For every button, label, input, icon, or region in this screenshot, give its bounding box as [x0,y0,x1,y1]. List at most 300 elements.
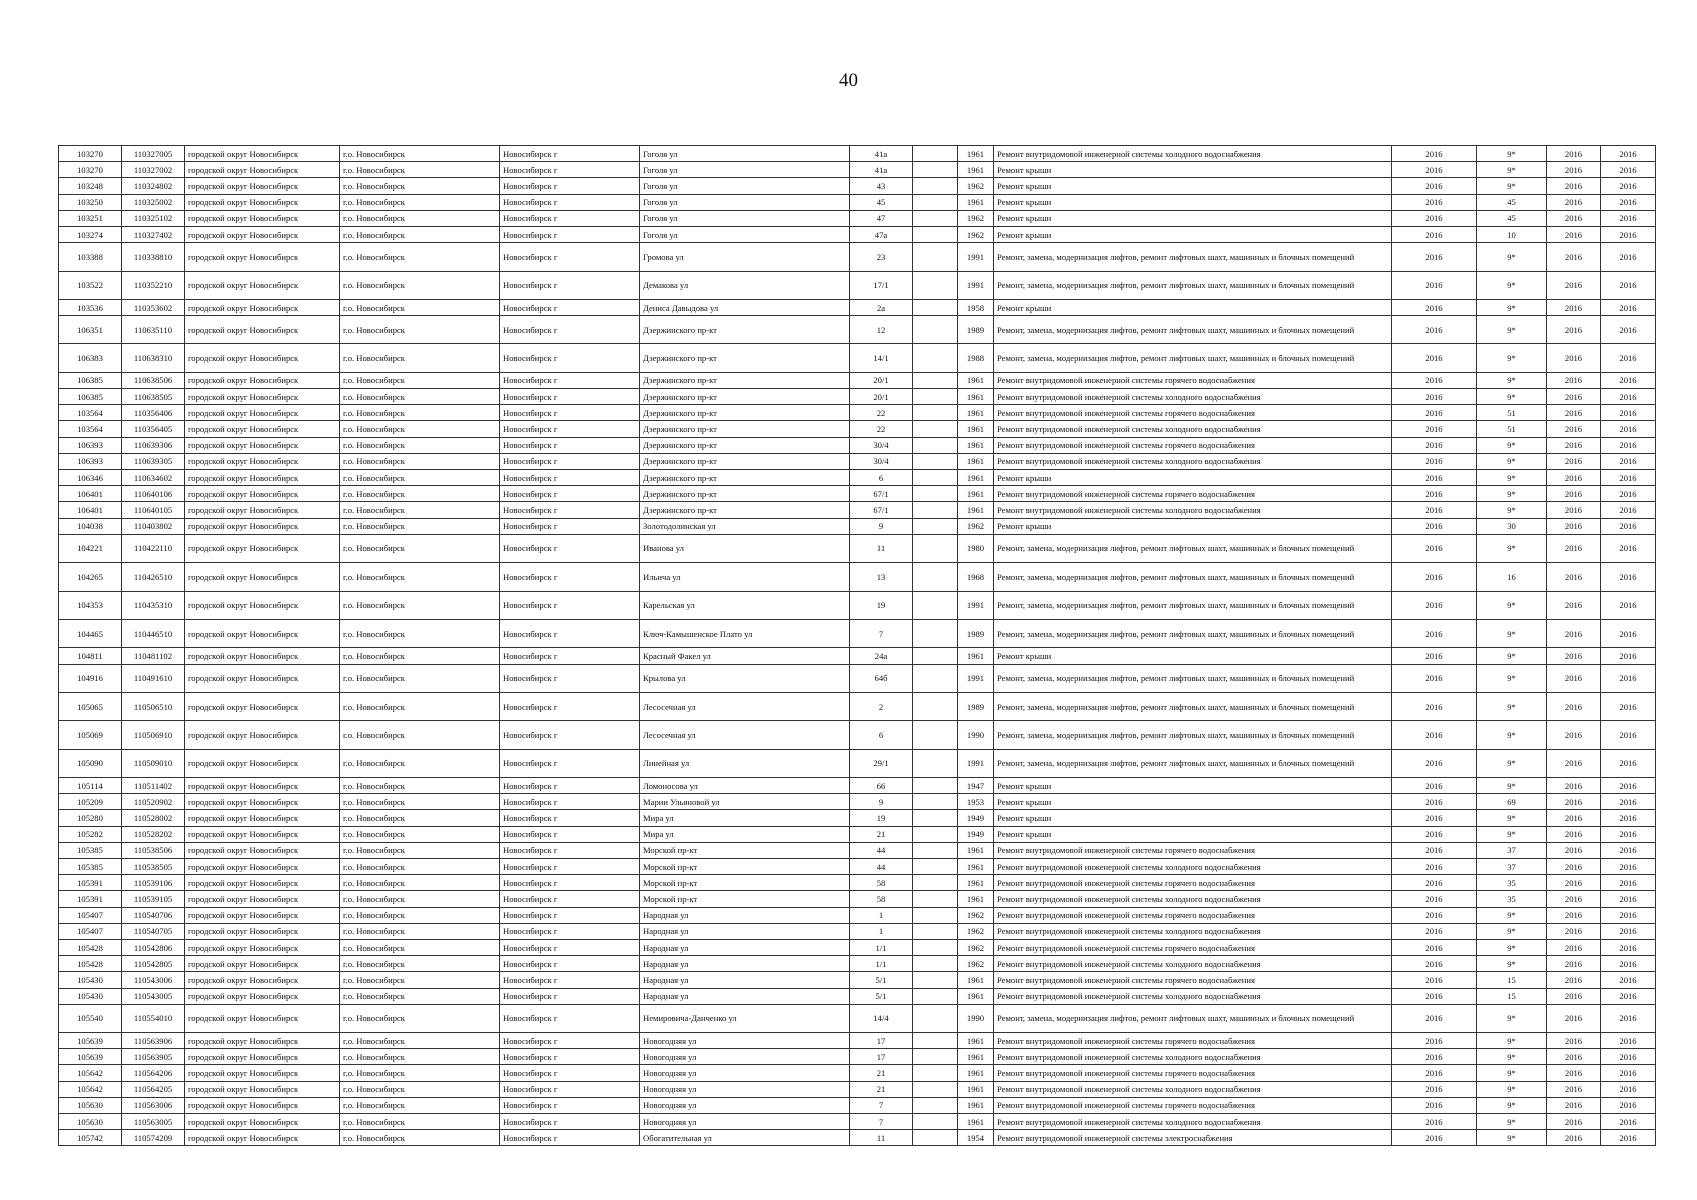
building-cell [913,534,958,562]
plan-year-cell: 2016 [1392,826,1477,842]
year-built-cell: 1958 [958,299,994,315]
work-type-cell: Ремонт, замена, модернизация лифтов, ремонт лифтовых шахт, машинных и блочных помещений [994,591,1392,619]
year-built-cell: 1962 [958,226,994,242]
building-cell [913,372,958,388]
house-id-cell: 103274 [59,226,122,242]
locality-cell: Новосибирск г [500,1114,640,1130]
building-cell [913,875,958,891]
object-code-cell: 110403802 [122,518,185,534]
municipal-district-cell: городской округ Новосибирск [185,591,340,619]
house-number-cell: 2 [850,692,913,720]
lifetime-cell: 9* [1477,178,1547,194]
end-year-cell: 2016 [1601,437,1656,453]
end-year-cell: 2016 [1601,1049,1656,1065]
building-cell [913,470,958,486]
building-cell [913,648,958,664]
object-code-cell: 110520902 [122,794,185,810]
object-code-cell: 110338810 [122,243,185,271]
street-cell: Дзержинского пр-кт [640,453,850,469]
municipality-cell: г.о. Новосибирск [340,619,500,647]
lifetime-cell: 9* [1477,344,1547,372]
object-code-cell: 110640106 [122,486,185,502]
work-type-cell: Ремонт внутридомовой инженерной системы холодного водоснабжения [994,421,1392,437]
plan-year-cell: 2016 [1392,875,1477,891]
house-number-cell: 1/1 [850,939,913,955]
end-year-cell: 2016 [1601,534,1656,562]
house-number-cell: 21 [850,1065,913,1081]
plan-year-cell: 2016 [1392,972,1477,988]
table-row [59,1065,1656,1081]
municipality-cell: г.о. Новосибирск [340,470,500,486]
table-row [59,372,1656,388]
table-row [59,534,1656,562]
lifetime-cell: 9* [1477,749,1547,777]
house-number-cell: 30/4 [850,437,913,453]
start-year-cell: 2016 [1547,692,1601,720]
lifetime-cell: 15 [1477,988,1547,1004]
table-row [59,1097,1656,1113]
year-built-cell: 1989 [958,316,994,344]
building-cell [913,389,958,405]
building-cell [913,1114,958,1130]
municipal-district-cell: городской округ Новосибирск [185,875,340,891]
house-number-cell: 41а [850,162,913,178]
end-year-cell: 2016 [1601,692,1656,720]
plan-year-cell: 2016 [1392,842,1477,858]
street-cell: Иванова ул [640,534,850,562]
house-id-cell: 104916 [59,664,122,692]
street-cell: Новогодняя ул [640,1097,850,1113]
municipality-cell: г.о. Новосибирск [340,923,500,939]
work-type-cell: Ремонт, замена, модернизация лифтов, ремонт лифтовых шахт, машинных и блочных помещений [994,664,1392,692]
year-built-cell: 1961 [958,486,994,502]
lifetime-cell: 9* [1477,826,1547,842]
municipal-district-cell: городской округ Новосибирск [185,619,340,647]
lifetime-cell: 9* [1477,648,1547,664]
work-type-cell: Ремонт крыши [994,178,1392,194]
object-code-cell: 110542806 [122,939,185,955]
start-year-cell: 2016 [1547,794,1601,810]
lifetime-cell: 9* [1477,470,1547,486]
lifetime-cell: 9* [1477,502,1547,518]
municipal-district-cell: городской округ Новосибирск [185,1004,340,1032]
municipal-district-cell: городской округ Новосибирск [185,907,340,923]
year-built-cell: 1962 [958,939,994,955]
house-id-cell: 105630 [59,1097,122,1113]
repair-program-table [58,145,1656,1146]
house-id-cell: 105385 [59,842,122,858]
house-number-cell: 41а [850,146,913,162]
end-year-cell: 2016 [1601,405,1656,421]
house-id-cell: 105642 [59,1065,122,1081]
end-year-cell: 2016 [1601,226,1656,242]
house-number-cell: 14/4 [850,1004,913,1032]
table-row [59,907,1656,923]
object-code-cell: 110635110 [122,316,185,344]
lifetime-cell: 9* [1477,299,1547,315]
plan-year-cell: 2016 [1392,372,1477,388]
work-type-cell: Ремонт внутридомовой инженерной системы горячего водоснабжения [994,939,1392,955]
plan-year-cell: 2016 [1392,794,1477,810]
locality-cell: Новосибирск г [500,271,640,299]
locality-cell: Новосибирск г [500,502,640,518]
municipality-cell: г.о. Новосибирск [340,518,500,534]
start-year-cell: 2016 [1547,972,1601,988]
year-built-cell: 1962 [958,956,994,972]
lifetime-cell: 9* [1477,721,1547,749]
house-id-cell: 106385 [59,389,122,405]
object-code-cell: 110506510 [122,692,185,720]
house-id-cell: 106401 [59,486,122,502]
start-year-cell: 2016 [1547,664,1601,692]
house-number-cell: 58 [850,891,913,907]
end-year-cell: 2016 [1601,1081,1656,1097]
work-type-cell: Ремонт внутридомовой инженерной системы горячего водоснабжения [994,1065,1392,1081]
year-built-cell: 1961 [958,972,994,988]
start-year-cell: 2016 [1547,344,1601,372]
house-id-cell: 106383 [59,344,122,372]
plan-year-cell: 2016 [1392,534,1477,562]
table-row [59,648,1656,664]
street-cell: Новогодняя ул [640,1114,850,1130]
house-number-cell: 29/1 [850,749,913,777]
house-id-cell: 103564 [59,405,122,421]
table-row [59,271,1656,299]
locality-cell: Новосибирск г [500,778,640,794]
house-number-cell: 6 [850,721,913,749]
object-code-cell: 110538505 [122,859,185,875]
table-row [59,162,1656,178]
year-built-cell: 1961 [958,988,994,1004]
municipality-cell: г.о. Новосибирск [340,648,500,664]
object-code-cell: 110528202 [122,826,185,842]
lifetime-cell: 9* [1477,1049,1547,1065]
house-number-cell: 22 [850,405,913,421]
year-built-cell: 1990 [958,721,994,749]
house-id-cell: 105428 [59,939,122,955]
street-cell: Новогодняя ул [640,1081,850,1097]
municipal-district-cell: городской округ Новосибирск [185,648,340,664]
object-code-cell: 110540706 [122,907,185,923]
house-number-cell: 7 [850,1097,913,1113]
house-number-cell: 2а [850,299,913,315]
plan-year-cell: 2016 [1392,891,1477,907]
house-id-cell: 106401 [59,502,122,518]
building-cell [913,453,958,469]
start-year-cell: 2016 [1547,810,1601,826]
start-year-cell: 2016 [1547,591,1601,619]
lifetime-cell: 9* [1477,1081,1547,1097]
street-cell: Морской пр-кт [640,875,850,891]
municipal-district-cell: городской округ Новосибирск [185,1114,340,1130]
locality-cell: Новосибирск г [500,891,640,907]
building-cell [913,1097,958,1113]
house-number-cell: 5/1 [850,988,913,1004]
end-year-cell: 2016 [1601,178,1656,194]
start-year-cell: 2016 [1547,939,1601,955]
work-type-cell: Ремонт внутридомовой инженерной системы горячего водоснабжения [994,437,1392,453]
table-row [59,1130,1656,1146]
street-cell: Гоголя ул [640,146,850,162]
locality-cell: Новосибирск г [500,210,640,226]
start-year-cell: 2016 [1547,859,1601,875]
municipality-cell: г.о. Новосибирск [340,1065,500,1081]
end-year-cell: 2016 [1601,271,1656,299]
house-id-cell: 105639 [59,1033,122,1049]
end-year-cell: 2016 [1601,1004,1656,1032]
house-number-cell: 7 [850,1114,913,1130]
locality-cell: Новосибирск г [500,692,640,720]
end-year-cell: 2016 [1601,1033,1656,1049]
house-id-cell: 106346 [59,470,122,486]
plan-year-cell: 2016 [1392,1033,1477,1049]
municipal-district-cell: городской округ Новосибирск [185,226,340,242]
lifetime-cell: 9* [1477,591,1547,619]
table-row [59,859,1656,875]
lifetime-cell: 45 [1477,194,1547,210]
locality-cell: Новосибирск г [500,1049,640,1065]
house-id-cell: 105407 [59,923,122,939]
year-built-cell: 1961 [958,372,994,388]
municipal-district-cell: городской округ Новосибирск [185,923,340,939]
lifetime-cell: 51 [1477,421,1547,437]
end-year-cell: 2016 [1601,299,1656,315]
municipal-district-cell: городской округ Новосибирск [185,749,340,777]
plan-year-cell: 2016 [1392,1097,1477,1113]
municipal-district-cell: городской округ Новосибирск [185,344,340,372]
street-cell: Марии Ульяновой ул [640,794,850,810]
object-code-cell: 110563005 [122,1114,185,1130]
house-number-cell: 6 [850,470,913,486]
municipal-district-cell: городской округ Новосибирск [185,1097,340,1113]
year-built-cell: 1991 [958,591,994,619]
locality-cell: Новосибирск г [500,591,640,619]
municipality-cell: г.о. Новосибирск [340,405,500,421]
end-year-cell: 2016 [1601,1114,1656,1130]
end-year-cell: 2016 [1601,1097,1656,1113]
work-type-cell: Ремонт крыши [994,162,1392,178]
table-row [59,316,1656,344]
object-code-cell: 110422110 [122,534,185,562]
plan-year-cell: 2016 [1392,518,1477,534]
plan-year-cell: 2016 [1392,563,1477,591]
table-row [59,563,1656,591]
house-number-cell: 20/1 [850,389,913,405]
house-id-cell: 104038 [59,518,122,534]
locality-cell: Новосибирск г [500,194,640,210]
building-cell [913,243,958,271]
street-cell: Мира ул [640,826,850,842]
table-row [59,664,1656,692]
end-year-cell: 2016 [1601,162,1656,178]
building-cell [913,146,958,162]
municipal-district-cell: городской округ Новосибирск [185,794,340,810]
year-built-cell: 1961 [958,405,994,421]
work-type-cell: Ремонт внутридомовой инженерной системы горячего водоснабжения [994,875,1392,891]
end-year-cell: 2016 [1601,1065,1656,1081]
object-code-cell: 110353602 [122,299,185,315]
lifetime-cell: 45 [1477,210,1547,226]
object-code-cell: 110327002 [122,162,185,178]
plan-year-cell: 2016 [1392,923,1477,939]
end-year-cell: 2016 [1601,939,1656,955]
locality-cell: Новосибирск г [500,749,640,777]
year-built-cell: 1949 [958,826,994,842]
municipal-district-cell: городской округ Новосибирск [185,437,340,453]
municipality-cell: г.о. Новосибирск [340,1049,500,1065]
start-year-cell: 2016 [1547,1130,1601,1146]
table-row [59,721,1656,749]
municipality-cell: г.о. Новосибирск [340,1081,500,1097]
locality-cell: Новосибирск г [500,178,640,194]
plan-year-cell: 2016 [1392,243,1477,271]
lifetime-cell: 9* [1477,437,1547,453]
lifetime-cell: 9* [1477,692,1547,720]
end-year-cell: 2016 [1601,859,1656,875]
municipality-cell: г.о. Новосибирск [340,437,500,453]
lifetime-cell: 10 [1477,226,1547,242]
year-built-cell: 1961 [958,1065,994,1081]
table-row [59,794,1656,810]
municipal-district-cell: городской округ Новосибирск [185,518,340,534]
municipality-cell: г.о. Новосибирск [340,907,500,923]
house-id-cell: 105069 [59,721,122,749]
year-built-cell: 1961 [958,453,994,469]
house-id-cell: 106393 [59,437,122,453]
work-type-cell: Ремонт, замена, модернизация лифтов, ремонт лифтовых шахт, машинных и блочных помещений [994,721,1392,749]
object-code-cell: 110426510 [122,563,185,591]
building-cell [913,664,958,692]
work-type-cell: Ремонт крыши [994,778,1392,794]
building-cell [913,226,958,242]
municipality-cell: г.о. Новосибирск [340,1097,500,1113]
start-year-cell: 2016 [1547,842,1601,858]
locality-cell: Новосибирск г [500,1004,640,1032]
house-number-cell: 64б [850,664,913,692]
plan-year-cell: 2016 [1392,210,1477,226]
table-row [59,1049,1656,1065]
municipality-cell: г.о. Новосибирск [340,810,500,826]
work-type-cell: Ремонт внутридомовой инженерной системы холодного водоснабжения [994,389,1392,405]
lifetime-cell: 69 [1477,794,1547,810]
year-built-cell: 1961 [958,648,994,664]
house-id-cell: 104265 [59,563,122,591]
street-cell: Народная ул [640,988,850,1004]
start-year-cell: 2016 [1547,470,1601,486]
end-year-cell: 2016 [1601,389,1656,405]
lifetime-cell: 9* [1477,939,1547,955]
house-id-cell: 103270 [59,162,122,178]
house-id-cell: 105282 [59,826,122,842]
house-id-cell: 104811 [59,648,122,664]
work-type-cell: Ремонт крыши [994,226,1392,242]
plan-year-cell: 2016 [1392,1065,1477,1081]
locality-cell: Новосибирск г [500,405,640,421]
year-built-cell: 1989 [958,619,994,647]
lifetime-cell: 9* [1477,316,1547,344]
locality-cell: Новосибирск г [500,1033,640,1049]
plan-year-cell: 2016 [1392,389,1477,405]
municipality-cell: г.о. Новосибирск [340,563,500,591]
object-code-cell: 110511402 [122,778,185,794]
plan-year-cell: 2016 [1392,344,1477,372]
street-cell: Народная ул [640,939,850,955]
building-cell [913,1065,958,1081]
municipality-cell: г.о. Новосибирск [340,146,500,162]
year-built-cell: 1947 [958,778,994,794]
year-built-cell: 1991 [958,271,994,299]
object-code-cell: 110638310 [122,344,185,372]
year-built-cell: 1961 [958,437,994,453]
start-year-cell: 2016 [1547,502,1601,518]
municipal-district-cell: городской округ Новосибирск [185,405,340,421]
house-id-cell: 106393 [59,453,122,469]
house-number-cell: 47а [850,226,913,242]
end-year-cell: 2016 [1601,591,1656,619]
locality-cell: Новосибирск г [500,372,640,388]
house-number-cell: 24а [850,648,913,664]
municipality-cell: г.о. Новосибирск [340,939,500,955]
municipality-cell: г.о. Новосибирск [340,1114,500,1130]
work-type-cell: Ремонт внутридомовой инженерной системы холодного водоснабжения [994,988,1392,1004]
start-year-cell: 2016 [1547,534,1601,562]
year-built-cell: 1962 [958,518,994,534]
locality-cell: Новосибирск г [500,956,640,972]
building-cell [913,210,958,226]
object-code-cell: 110539105 [122,891,185,907]
street-cell: Ключ-Камышенское Плато ул [640,619,850,647]
table-row [59,1033,1656,1049]
municipality-cell: г.о. Новосибирск [340,721,500,749]
year-built-cell: 1989 [958,692,994,720]
street-cell: Народная ул [640,923,850,939]
municipality-cell: г.о. Новосибирск [340,842,500,858]
end-year-cell: 2016 [1601,664,1656,692]
building-cell [913,486,958,502]
start-year-cell: 2016 [1547,721,1601,749]
plan-year-cell: 2016 [1392,778,1477,794]
table-row [59,299,1656,315]
plan-year-cell: 2016 [1392,1114,1477,1130]
locality-cell: Новосибирск г [500,1130,640,1146]
locality-cell: Новосибирск г [500,563,640,591]
object-code-cell: 110356405 [122,421,185,437]
municipality-cell: г.о. Новосибирск [340,826,500,842]
municipal-district-cell: городской округ Новосибирск [185,810,340,826]
table-row [59,1081,1656,1097]
end-year-cell: 2016 [1601,749,1656,777]
lifetime-cell: 35 [1477,891,1547,907]
building-cell [913,502,958,518]
street-cell: Новогодняя ул [640,1049,850,1065]
start-year-cell: 2016 [1547,226,1601,242]
street-cell: Крылова ул [640,664,850,692]
house-id-cell: 105642 [59,1081,122,1097]
house-id-cell: 105540 [59,1004,122,1032]
table-row [59,344,1656,372]
lifetime-cell: 37 [1477,842,1547,858]
plan-year-cell: 2016 [1392,194,1477,210]
plan-year-cell: 2016 [1392,1049,1477,1065]
lifetime-cell: 9* [1477,1065,1547,1081]
house-id-cell: 106351 [59,316,122,344]
locality-cell: Новосибирск г [500,794,640,810]
municipality-cell: г.о. Новосибирск [340,502,500,518]
work-type-cell: Ремонт внутридомовой инженерной системы горячего водоснабжения [994,1033,1392,1049]
plan-year-cell: 2016 [1392,956,1477,972]
plan-year-cell: 2016 [1392,486,1477,502]
house-number-cell: 1 [850,907,913,923]
